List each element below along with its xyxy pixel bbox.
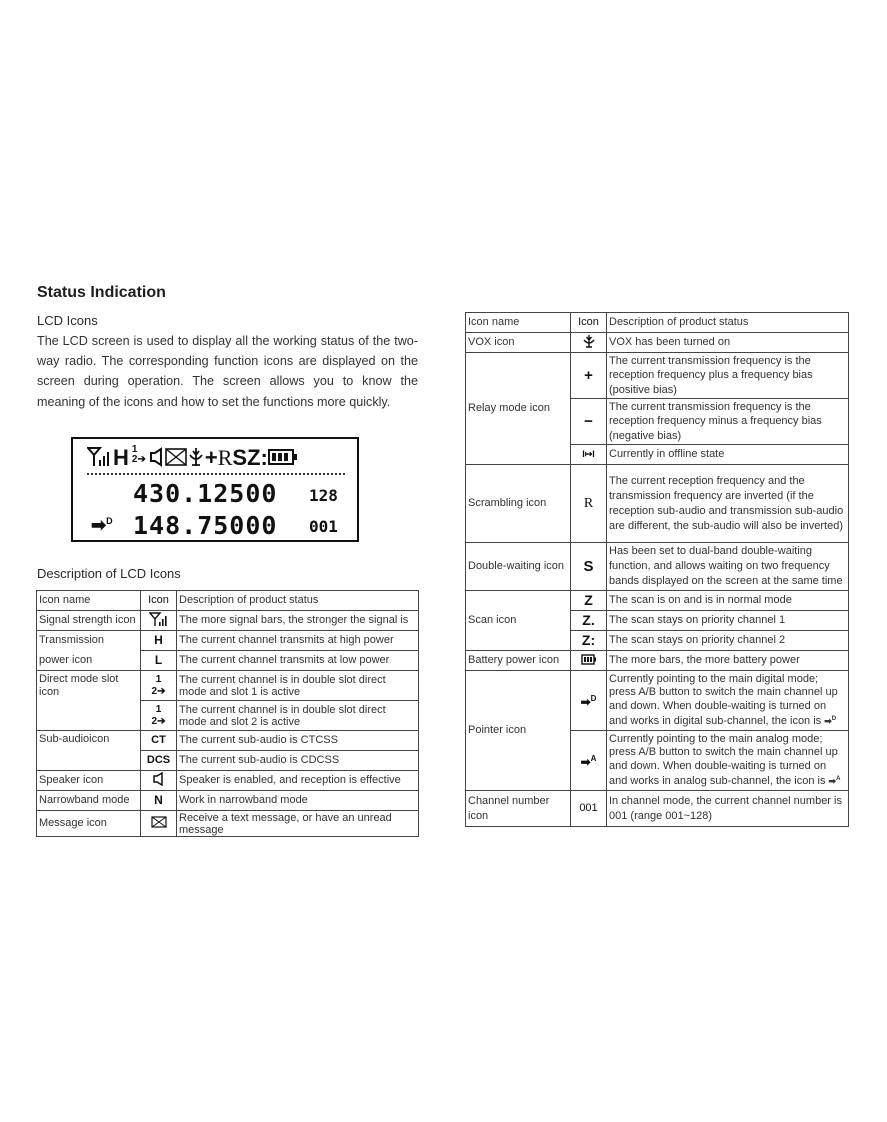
row-desc: VOX has been turned on	[607, 333, 849, 353]
row-name: Battery power icon	[466, 651, 571, 671]
slot-1-icon: 1 2➔	[141, 671, 177, 701]
row-desc: The current channel transmits at low power	[177, 651, 419, 671]
speaker-icon	[149, 447, 165, 467]
lcd-screen-illustration	[71, 437, 359, 542]
battery-icon	[268, 447, 298, 467]
pointer-digital-icon: ➡$^D$	[571, 671, 607, 731]
row-name: Narrowband mode	[37, 791, 141, 811]
lcd-s: S	[232, 445, 248, 470]
row-desc: In channel mode, the current channel number is 001 (range 001~128)	[607, 791, 849, 827]
table-row	[37, 611, 419, 631]
table-row	[37, 791, 419, 811]
table-row	[466, 543, 849, 591]
row-name: VOX icon	[466, 333, 571, 353]
row-name: power icon	[37, 651, 141, 671]
row-name: Channel number icon	[466, 791, 571, 827]
signal-strength-icon	[141, 611, 177, 631]
table-row	[466, 465, 849, 543]
lcd-frequency-2: 148.75000	[133, 511, 278, 540]
scan-priority-2-icon: Z:	[571, 631, 607, 651]
row-desc: The more signal bars, the stronger the signal is	[177, 611, 419, 631]
row-desc: Currently pointing to the main analog mode; press A/B button to switch the main channel up and down. When double-waiting is turned on and works in analog sub-channel, the icon is ➡$^A$	[607, 731, 849, 791]
envelope-icon	[141, 811, 177, 837]
row-desc: Currently in offline state	[607, 445, 849, 465]
pointer-small-icon: ➡$^D$	[824, 716, 837, 726]
row-desc: The current channel transmits at high power	[177, 631, 419, 651]
row-name: Direct mode slot icon	[37, 671, 141, 731]
table-row	[466, 651, 849, 671]
signal-icon	[87, 447, 113, 467]
lcd-icons-table-right	[465, 312, 849, 827]
intro-paragraph: The LCD screen is used to display all the working status of the two-way radio. The corresponding function icons are displayed on the screen during operation. The screen allows you to know the meaning of the icons and how to set the functions more quickly.	[37, 334, 418, 409]
row-desc: The scan stays on priority channel 1	[607, 611, 849, 631]
lcd-channel-2: 001	[309, 517, 338, 536]
row-desc: The current channel is in double slot direct mode and slot 1 is active	[177, 671, 419, 701]
lcd-divider	[87, 473, 345, 475]
table-row	[466, 333, 849, 353]
lcd-z: Z:	[247, 445, 268, 470]
row-name: Pointer icon	[466, 671, 571, 791]
plus-icon: +	[571, 353, 607, 399]
row-desc: Receive a text message, or have an unread message	[177, 811, 419, 837]
lcd-plus: +	[204, 445, 218, 470]
header-description: Description of product status	[177, 591, 419, 611]
row-name: Scrambling icon	[466, 465, 571, 543]
table-header-row	[37, 591, 419, 611]
offline-icon: I↦I	[571, 445, 607, 465]
row-desc: The scan stays on priority channel 2	[607, 631, 849, 651]
ctcss-icon: CT	[141, 731, 177, 751]
page-title: Status Indication	[37, 284, 166, 301]
lcd-pointer-icon: ➡$^D$	[91, 515, 113, 535]
row-desc: The more bars, the more battery power	[607, 651, 849, 671]
lcd-channel-1: 128	[309, 486, 338, 505]
table-row	[466, 791, 849, 827]
minus-icon: −	[571, 399, 607, 445]
table-row	[37, 771, 419, 791]
header-description: Description of product status	[607, 313, 849, 333]
table-row	[37, 631, 419, 651]
pointer-analog-icon: ➡$^A$	[571, 731, 607, 791]
pointer-small-icon: ➡$^A$	[828, 776, 841, 786]
row-name: Speaker icon	[37, 771, 141, 791]
table-row	[37, 651, 419, 671]
row-name: Sub-audioicon	[37, 731, 141, 771]
battery-icon	[571, 651, 607, 671]
row-desc: Work in narrowband mode	[177, 791, 419, 811]
row-name: Message icon	[37, 811, 141, 837]
row-desc: The current transmission frequency is the reception frequency minus a frequency bias (negative bias)	[607, 399, 849, 445]
scrambling-icon: R	[571, 465, 607, 543]
row-name: Double-waiting icon	[466, 543, 571, 591]
row-name: Signal strength icon	[37, 611, 141, 631]
speaker-icon	[141, 771, 177, 791]
vox-icon	[187, 447, 205, 467]
lcd-r: R	[217, 445, 233, 470]
double-waiting-icon: S	[571, 543, 607, 591]
envelope-icon	[165, 448, 187, 466]
table-row	[466, 353, 849, 399]
lcd-slot-icon: 1 2➔	[131, 444, 146, 465]
table-row	[466, 591, 849, 611]
row-desc: Has been set to dual-band double-waiting function, and allows waiting on two frequency bands displayed on the screen at the same time	[607, 543, 849, 591]
row-name: Scan icon	[466, 591, 571, 651]
description-heading: Description of LCD Icons	[37, 566, 181, 581]
row-desc: The current reception frequency and the transmission frequency are inverted (if the reception sub-audio and transmission sub-audio are different, the sub-audio will also be inverted)	[607, 465, 849, 543]
table-row	[466, 671, 849, 731]
dcs-icon: DCS	[141, 751, 177, 771]
row-desc: The current sub-audio is CTCSS	[177, 731, 419, 751]
narrowband-icon: N	[141, 791, 177, 811]
table-header-row	[466, 313, 849, 333]
channel-number-icon: 001	[571, 791, 607, 827]
lcd-icons-table-left	[36, 590, 419, 837]
header-icon: Icon	[141, 591, 177, 611]
table-row	[37, 731, 419, 751]
scan-priority-1-icon: Z.	[571, 611, 607, 631]
lcd-high-power: H	[113, 445, 129, 470]
lcd-frequency-1: 430.12500	[133, 479, 278, 508]
row-name: Relay mode icon	[466, 353, 571, 465]
vox-icon	[571, 333, 607, 353]
lcd-icons-subhead: LCD Icons	[37, 313, 98, 328]
row-desc: The scan is on and is in normal mode	[607, 591, 849, 611]
row-desc: The current channel is in double slot direct mode and slot 2 is active	[177, 701, 419, 731]
low-power-icon: L	[141, 651, 177, 671]
row-desc: Currently pointing to the main digital mode; press A/B button to switch the main channel up and down. When double-waiting is turned on and works in digital sub-channel, the icon is ➡$^D$	[607, 671, 849, 731]
table-row	[37, 671, 419, 701]
slot-2-icon: 1 2➔	[141, 701, 177, 731]
lcd-status-row	[87, 445, 298, 471]
header-icon-name: Icon name	[466, 313, 571, 333]
high-power-icon: H	[141, 631, 177, 651]
row-name: Transmission	[37, 631, 141, 651]
header-icon-name: Icon name	[37, 591, 141, 611]
scan-icon: Z	[571, 591, 607, 611]
row-desc: The current transmission frequency is the reception frequency plus a frequency bias (positive bias)	[607, 353, 849, 399]
row-desc: Speaker is enabled, and reception is effective	[177, 771, 419, 791]
row-desc: The current sub-audio is CDCSS	[177, 751, 419, 771]
table-row	[37, 811, 419, 837]
header-icon: Icon	[571, 313, 607, 333]
